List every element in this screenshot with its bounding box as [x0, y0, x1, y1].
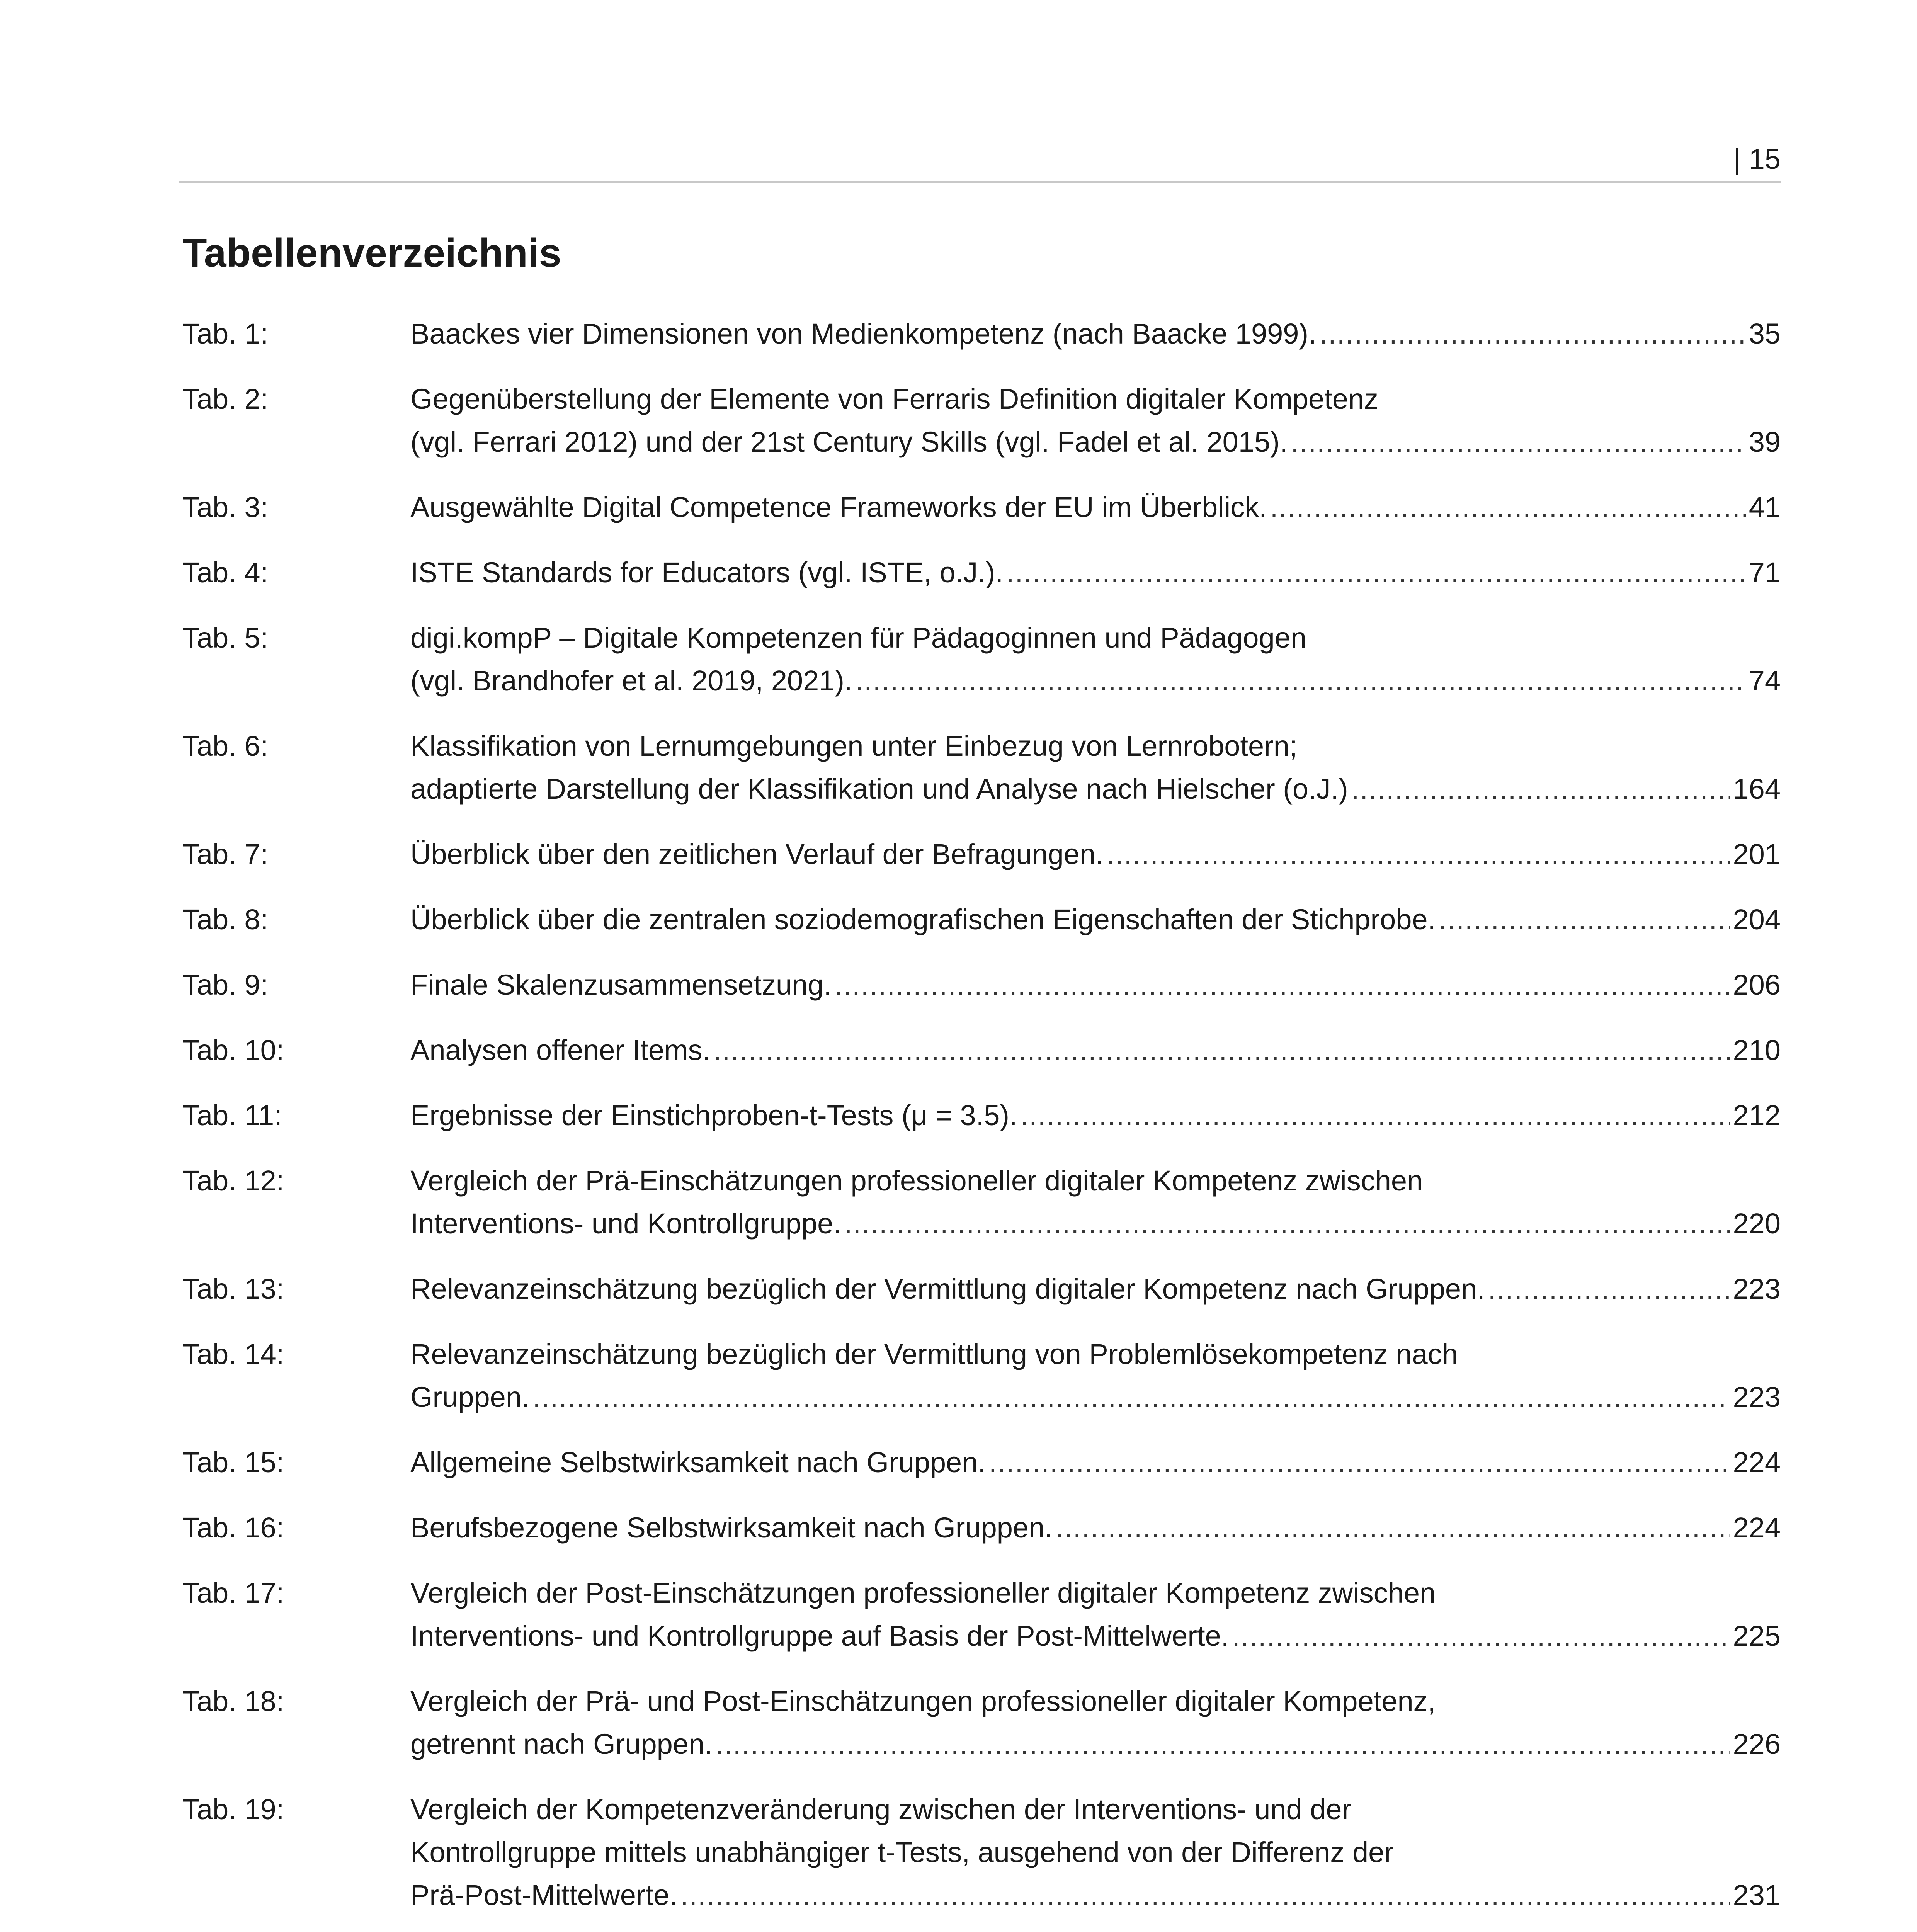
toc-entry-label: Tab. 5:: [182, 622, 269, 654]
toc-entry-last-line: [410, 898, 1781, 941]
toc-entry-body: [410, 833, 1781, 876]
toc-entry-label: Tab. 10:: [182, 1034, 284, 1066]
toc-entry-page: 225: [1733, 1620, 1781, 1652]
dot-leader: [1107, 833, 1730, 876]
toc-entry-last-line: [410, 1029, 1781, 1071]
dot-leader: [1006, 551, 1746, 594]
toc-entry-label: Tab. 16:: [182, 1512, 284, 1544]
toc-entry-page: 224: [1733, 1446, 1781, 1478]
toc-entry-label: Tab. 15:: [182, 1446, 284, 1478]
toc-entry-page: 204: [1733, 903, 1781, 935]
toc-entry-text: Ergebnisse der Einstichproben-t-Tests (μ = 3.5).: [410, 1099, 1017, 1131]
page-header: [179, 136, 1781, 182]
toc-entry-page: 206: [1733, 969, 1781, 1001]
toc-entry-page: 39: [1749, 426, 1781, 458]
toc-entry-text: Vergleich der Prä- und Post-Einschätzungen professioneller digitaler Kompetenz,: [410, 1685, 1436, 1717]
dot-leader: [1056, 1506, 1730, 1549]
toc-entry-body: [410, 378, 1781, 463]
page-title: Tabellenverzeichnis: [182, 231, 561, 276]
toc-entry-text: (vgl. Ferrari 2012) und der 21st Century Skills (vgl. Fadel et al. 2015).: [410, 426, 1288, 458]
toc-entry-body: [410, 898, 1781, 941]
dot-leader: [835, 963, 1730, 1006]
toc-entry[interactable]: [182, 1571, 1781, 1657]
toc-entry-text: Finale Skalenzusammensetzung.: [410, 969, 832, 1001]
dot-leader: [1232, 1614, 1730, 1657]
toc-entry-text: adaptierte Darstellung der Klassifikation und Analyse nach Hielscher (o.J.): [410, 773, 1348, 805]
toc-entry-last-line: [410, 486, 1781, 529]
dot-leader: [680, 1874, 1730, 1917]
toc-entry-last-line: [410, 551, 1781, 594]
toc-entry[interactable]: [182, 1267, 1781, 1310]
toc-entry-last-line: [410, 1614, 1781, 1657]
toc-entry-text: Berufsbezogene Selbstwirksamkeit nach Gruppen.: [410, 1512, 1053, 1544]
toc-entry-label: Tab. 4:: [182, 556, 269, 588]
toc-entry-label: Tab. 9:: [182, 969, 269, 1001]
toc-entry[interactable]: [182, 1094, 1781, 1137]
table-of-tables: [182, 312, 1781, 1932]
toc-entry-text: Gruppen.: [410, 1381, 530, 1413]
toc-entry-last-line: [410, 420, 1781, 463]
toc-entry-text: Kontrollgruppe mittels unabhängiger t-Tests, ausgehend von der Differenz der: [410, 1836, 1394, 1868]
dot-leader: [1439, 898, 1730, 941]
header-rule: [179, 181, 1781, 183]
toc-entry[interactable]: [182, 1441, 1781, 1484]
toc-entry-last-line: [410, 1441, 1781, 1484]
dot-leader: [1488, 1267, 1730, 1310]
toc-entry-body: [410, 1029, 1781, 1071]
toc-entry-text: Klassifikation von Lernumgebungen unter Einbezug von Lernrobotern;: [410, 730, 1298, 762]
toc-entry-text: getrennt nach Gruppen.: [410, 1728, 713, 1760]
toc-entry[interactable]: [182, 1029, 1781, 1071]
toc-entry[interactable]: [182, 1333, 1781, 1418]
toc-entry-label: Tab. 13:: [182, 1273, 284, 1305]
toc-entry[interactable]: [182, 378, 1781, 463]
toc-entry-body: [410, 1571, 1781, 1657]
toc-entry[interactable]: [182, 486, 1781, 529]
toc-entry-text: Allgemeine Selbstwirksamkeit nach Gruppen.: [410, 1446, 986, 1478]
toc-entry-label: Tab. 14:: [182, 1338, 284, 1370]
toc-entry-page: 164: [1733, 773, 1781, 805]
toc-entry-page: 231: [1733, 1879, 1781, 1911]
toc-entry-label: Tab. 11:: [182, 1099, 282, 1131]
toc-entry-text: Vergleich der Kompetenzveränderung zwischen der Interventions- und der: [410, 1793, 1352, 1825]
toc-entry-text: Prä-Post-Mittelwerte.: [410, 1879, 677, 1911]
toc-entry-page: 71: [1749, 556, 1781, 588]
dot-leader: [844, 1202, 1730, 1245]
toc-entry-body: [410, 1506, 1781, 1549]
toc-entry-text: Interventions- und Kontrollgruppe auf Basis der Post-Mittelwerte.: [410, 1620, 1229, 1652]
toc-entry-label: Tab. 6:: [182, 730, 269, 762]
toc-entry-body: [410, 1094, 1781, 1137]
toc-entry-text: (vgl. Brandhofer et al. 2019, 2021).: [410, 665, 852, 697]
toc-entry[interactable]: [182, 724, 1781, 810]
toc-entry[interactable]: [182, 898, 1781, 941]
toc-entry-body: [410, 963, 1781, 1006]
toc-entry[interactable]: [182, 1506, 1781, 1549]
toc-entry-last-line: [410, 659, 1781, 702]
toc-entry-text: Analysen offener Items.: [410, 1034, 711, 1066]
toc-entry-label: Tab. 17:: [182, 1577, 284, 1609]
dot-leader: [1351, 767, 1730, 810]
toc-entry[interactable]: [182, 551, 1781, 594]
toc-entry[interactable]: [182, 312, 1781, 355]
toc-entry-text: digi.kompP – Digitale Kompetenzen für Pädagoginnen und Pädagogen: [410, 622, 1307, 654]
toc-entry-label: Tab. 19:: [182, 1793, 284, 1825]
toc-entry-last-line: [410, 1376, 1781, 1418]
dot-leader: [533, 1376, 1730, 1418]
toc-entry-body: [410, 1680, 1781, 1765]
toc-entry-last-line: [410, 963, 1781, 1006]
toc-entry-text: Gegenüberstellung der Elemente von Ferraris Definition digitaler Kompetenz: [410, 383, 1379, 415]
toc-entry-last-line: [410, 1267, 1781, 1310]
toc-entry-text: Relevanzeinschätzung bezüglich der Vermittlung digitaler Kompetenz nach Gruppen.: [410, 1273, 1485, 1305]
toc-entry-text: ISTE Standards for Educators (vgl. ISTE, o.J.).: [410, 556, 1004, 588]
toc-entry-body: [410, 486, 1781, 529]
toc-entry-page: 224: [1733, 1512, 1781, 1544]
toc-entry-label: Tab. 8:: [182, 903, 269, 935]
dot-leader: [1021, 1094, 1730, 1137]
toc-entry-body: [410, 1333, 1781, 1418]
dot-leader: [856, 659, 1746, 702]
toc-entry-text: Interventions- und Kontrollgruppe.: [410, 1208, 841, 1240]
dot-leader: [1320, 312, 1746, 355]
toc-entry-last-line: [410, 767, 1781, 810]
toc-entry-label: Tab. 7:: [182, 838, 269, 870]
toc-entry-page: 223: [1733, 1273, 1781, 1305]
toc-entry-last-line: [410, 312, 1781, 355]
page-number: | 15: [1733, 143, 1781, 175]
toc-entry[interactable]: [182, 963, 1781, 1006]
toc-entry-page: 41: [1749, 491, 1781, 523]
toc-entry-body: [410, 1788, 1781, 1917]
toc-entry-label: Tab. 18:: [182, 1685, 284, 1717]
toc-entry-text: Ausgewählte Digital Competence Frameworks der EU im Überblick.: [410, 491, 1267, 523]
toc-entry-body: [410, 616, 1781, 702]
toc-entry-body: [410, 1267, 1781, 1310]
toc-entry-page: 201: [1733, 838, 1781, 870]
toc-entry[interactable]: [182, 1159, 1781, 1245]
toc-entry-text: Vergleich der Prä-Einschätzungen professioneller digitaler Kompetenz zwischen: [410, 1165, 1423, 1197]
toc-entry-label: Tab. 2:: [182, 383, 269, 415]
toc-entry-page: 220: [1733, 1208, 1781, 1240]
toc-entry-label: Tab. 1:: [182, 318, 269, 350]
toc-entry-last-line: [410, 1202, 1781, 1245]
toc-entry[interactable]: [182, 833, 1781, 876]
dot-leader: [713, 1029, 1730, 1071]
toc-entry-body: [410, 1441, 1781, 1484]
toc-entry[interactable]: [182, 616, 1781, 702]
toc-entry[interactable]: [182, 1788, 1781, 1917]
toc-entry-body: [410, 312, 1781, 355]
toc-entry-body: [410, 551, 1781, 594]
toc-entry-last-line: [410, 833, 1781, 876]
toc-entry-last-line: [410, 1874, 1781, 1917]
toc-entry-page: 210: [1733, 1034, 1781, 1066]
toc-entry-page: 226: [1733, 1728, 1781, 1760]
toc-entry[interactable]: [182, 1680, 1781, 1765]
toc-entry-text: Vergleich der Post-Einschätzungen professioneller digitaler Kompetenz zwischen: [410, 1577, 1436, 1609]
toc-entry-page: 74: [1749, 665, 1781, 697]
dot-leader: [1291, 420, 1745, 463]
toc-entry-text: Relevanzeinschätzung bezüglich der Vermittlung von Problemlösekompetenz nach: [410, 1338, 1458, 1370]
toc-entry-text: Überblick über den zeitlichen Verlauf der Befragungen.: [410, 838, 1104, 870]
toc-entry-label: Tab. 3:: [182, 491, 269, 523]
toc-entry-page: 212: [1733, 1099, 1781, 1131]
toc-entry-body: [410, 724, 1781, 810]
toc-entry-page: 223: [1733, 1381, 1781, 1413]
toc-entry-last-line: [410, 1094, 1781, 1137]
toc-entry-text: Baackes vier Dimensionen von Medienkompetenz (nach Baacke 1999).: [410, 318, 1317, 350]
toc-entry-text: Überblick über die zentralen soziodemografischen Eigenschaften der Stichprobe.: [410, 903, 1436, 935]
dot-leader: [716, 1723, 1730, 1765]
dot-leader: [989, 1441, 1730, 1484]
toc-entry-last-line: [410, 1506, 1781, 1549]
toc-entry-body: [410, 1159, 1781, 1245]
dot-leader: [1270, 486, 1746, 529]
toc-entry-page: 35: [1749, 318, 1781, 350]
toc-entry-label: Tab. 12:: [182, 1165, 284, 1197]
toc-entry-last-line: [410, 1723, 1781, 1765]
